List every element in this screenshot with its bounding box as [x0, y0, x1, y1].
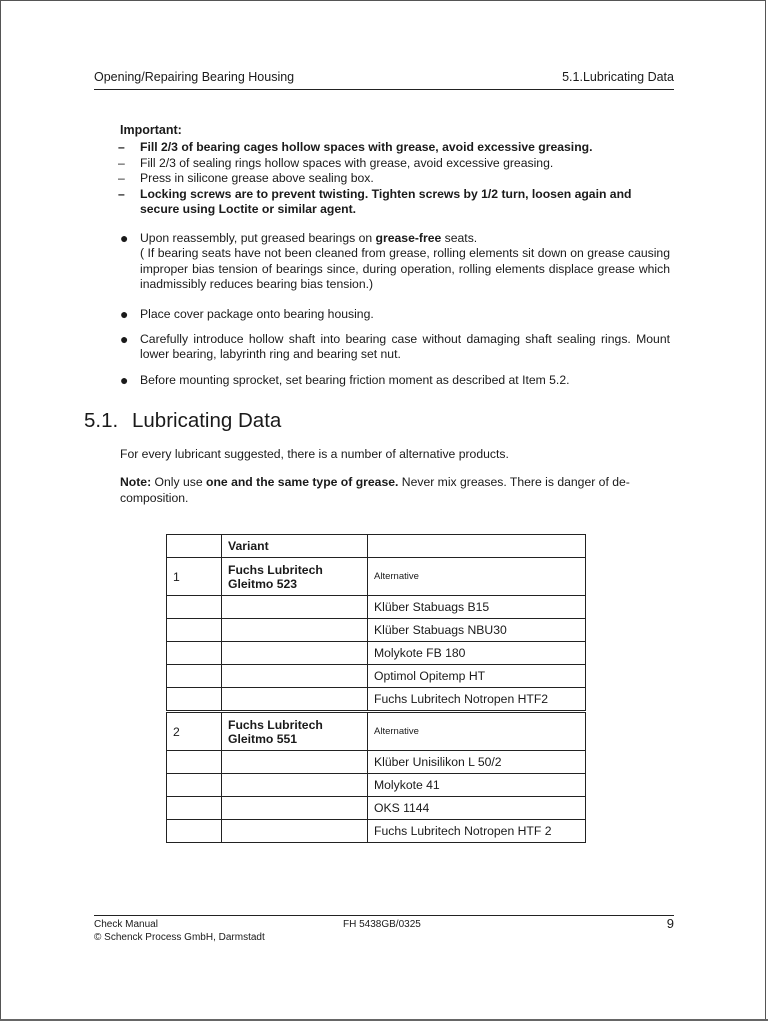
- table-cell: [167, 642, 222, 665]
- table-row: [167, 619, 586, 642]
- table-cell: [167, 619, 222, 642]
- section-number: 5.1.: [84, 409, 119, 432]
- alternative-label: Alternative: [368, 558, 586, 596]
- note-label: Note:: [120, 475, 152, 489]
- section-heading: [84, 409, 281, 433]
- procedure-item: [118, 307, 670, 322]
- table-header-variant: Variant: [222, 535, 368, 558]
- table-row-variant: [167, 558, 586, 596]
- footer-left: [94, 919, 265, 944]
- variant-name: [222, 712, 368, 751]
- note-text: Only use: [151, 475, 207, 489]
- footer-rule: [94, 915, 674, 916]
- table-cell: [222, 665, 368, 688]
- procedure-item: [118, 231, 670, 293]
- procedure-text: Before mounting sprocket, set bearing friction moment as described at Item 5.2.: [140, 372, 570, 387]
- footer-copyright: © Schenck Process GmbH, Darmstadt: [94, 931, 265, 943]
- alternative-product: Fuchs Lubritech Notropen HTF2: [368, 688, 586, 712]
- table-cell: [222, 688, 368, 712]
- table-cell: [167, 774, 222, 797]
- bullet-icon: ●: [120, 230, 129, 246]
- table-cell: [167, 535, 222, 558]
- table-cell: [222, 820, 368, 843]
- table-cell: [222, 642, 368, 665]
- variant-name-line: Gleitmo 551: [228, 731, 298, 746]
- page-number: 9: [666, 916, 674, 931]
- table-row: [167, 688, 586, 712]
- bullet-icon: ●: [120, 371, 129, 388]
- variant-name: [222, 558, 368, 596]
- variant-name-line: Fuchs Lubritech: [228, 717, 323, 732]
- table-cell: [167, 665, 222, 688]
- alternative-product: Molykote 41: [368, 774, 586, 797]
- table-cell: [222, 774, 368, 797]
- table-row: [167, 820, 586, 843]
- table-cell: [167, 751, 222, 774]
- important-item: – Fill 2/3 of bearing cages hollow spaces with grease, avoid excessive greasing.: [118, 140, 670, 156]
- alternative-product: Klüber Stabuags B15: [368, 596, 586, 619]
- header-chapter-title: Opening/Repairing Bearing Housing: [94, 70, 295, 84]
- procedure-text: Upon reassembly, put greased bearings on: [140, 231, 376, 245]
- procedure-list: [118, 231, 670, 388]
- note-emphasis: one and the same type of grease.: [206, 475, 399, 489]
- section-note: [120, 475, 660, 506]
- table-cell: [167, 688, 222, 712]
- variant-name-line: Fuchs Lubritech: [228, 562, 323, 577]
- alternative-product: Fuchs Lubritech Notropen HTF 2: [368, 820, 586, 843]
- header-section-title: 5.1.Lubricating Data: [562, 70, 674, 84]
- footer-doc-code: FH 5438GB/0325: [343, 919, 421, 930]
- alternative-product: Klüber Unisilikon L 50/2: [368, 751, 586, 774]
- table-cell: [167, 596, 222, 619]
- table-header-row: [167, 535, 586, 558]
- variant-name-line: Gleitmo 523: [228, 576, 298, 591]
- table-row: [167, 642, 586, 665]
- table-row: [167, 665, 586, 688]
- table-cell: [368, 535, 586, 558]
- table-cell: [222, 596, 368, 619]
- procedure-emphasis: grease-free: [375, 231, 442, 245]
- table-row: [167, 751, 586, 774]
- procedure-text: Carefully introduce hollow shaft into bearing case without damaging shaft sealing rings. Mount lower bearing, labyrinth ring and bearing set nut.: [140, 332, 670, 362]
- section-intro: For every lubricant suggested, there is a number of alternative products.: [120, 447, 509, 461]
- procedure-text: Place cover package onto bearing housing.: [140, 306, 374, 321]
- table-row-variant: [167, 712, 586, 751]
- bullet-icon: ●: [120, 305, 129, 322]
- table-row: [167, 797, 586, 820]
- variant-number: 1: [167, 558, 222, 596]
- table-row: [167, 596, 586, 619]
- lubricant-table: [166, 534, 586, 843]
- table-cell: [222, 751, 368, 774]
- alternative-product: Molykote FB 180: [368, 642, 586, 665]
- table-cell: [167, 797, 222, 820]
- footer-manual-name: Check Manual: [94, 919, 158, 930]
- procedure-note: ( If bearing seats have not been cleaned from grease, rolling elements sit down on grease causing improper bias tension of bearings since, during operation, rolling elements displace grease which inadmissibly reduces bearing bias tension.): [140, 246, 670, 292]
- procedure-text: seats.: [441, 231, 478, 245]
- page-bottom-edge: [0, 1019, 768, 1021]
- important-item: – Locking screws are to prevent twisting. Tighten screws by 1/2 turn, loosen again and secure using Loctite or similar agent.: [118, 187, 670, 218]
- table-row: [167, 774, 586, 797]
- alternative-product: Klüber Stabuags NBU30: [368, 619, 586, 642]
- table-cell: [167, 820, 222, 843]
- table-cell: [222, 797, 368, 820]
- important-list: [118, 140, 670, 218]
- bullet-icon: ●: [120, 331, 129, 348]
- procedure-item: [118, 373, 670, 388]
- variant-number: 2: [167, 712, 222, 751]
- important-item: – Press in silicone grease above sealing box.: [118, 171, 670, 187]
- header-rule: [94, 89, 674, 90]
- important-heading: Important:: [120, 123, 182, 137]
- section-title: Lubricating Data: [132, 409, 282, 432]
- procedure-item: [118, 332, 670, 363]
- important-item: – Fill 2/3 of sealing rings hollow spaces with grease, avoid excessive greasing.: [118, 156, 670, 172]
- alternative-label: Alternative: [368, 712, 586, 751]
- table-cell: [222, 619, 368, 642]
- note-text: Never mix greases. There is danger of de-composition.: [120, 475, 630, 505]
- alternative-product: OKS 1144: [368, 797, 586, 820]
- alternative-product: Optimol Opitemp HT: [368, 665, 586, 688]
